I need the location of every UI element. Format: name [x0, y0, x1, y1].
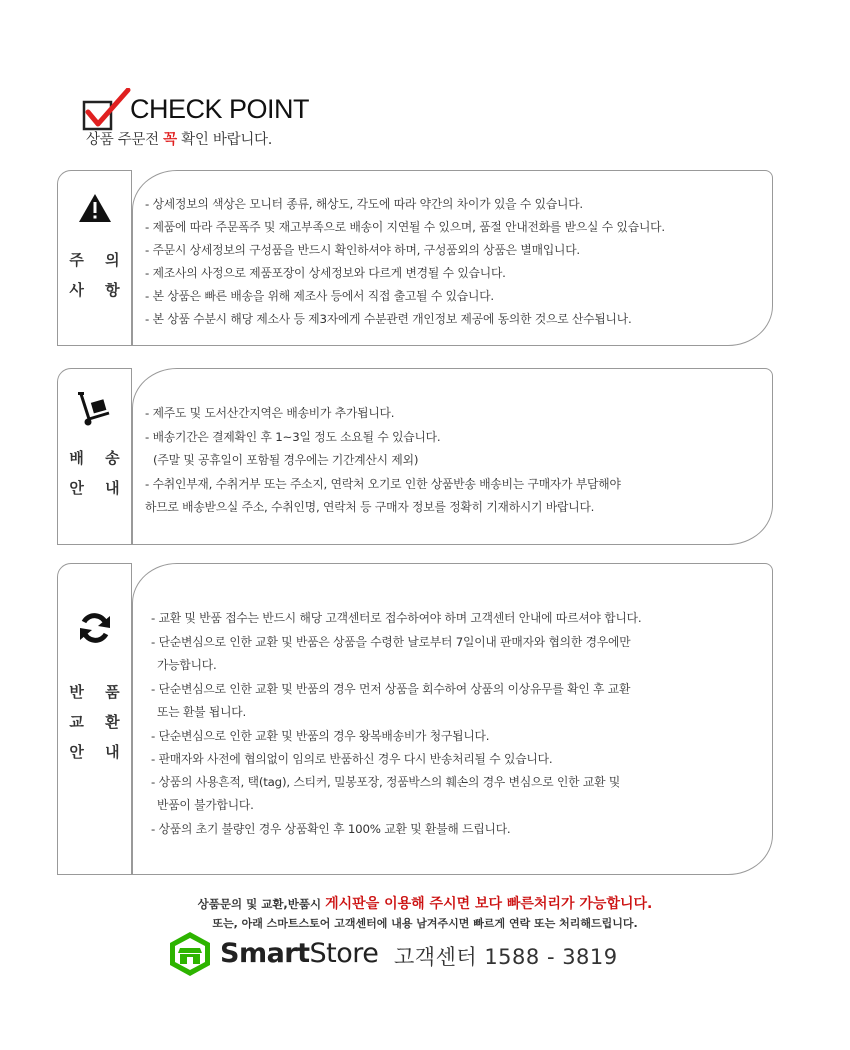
- delivery-content-box: [132, 368, 773, 545]
- delivery-item: - 배송기간은 결제확인 후 1~3일 정도 소요될 수 있습니다.: [145, 430, 441, 444]
- returns-item: - 단순변심으로 인한 교환 및 반품은 상품을 수령한 날로부터 7일이내 판매자와 협의한 경우에만: [151, 635, 631, 649]
- warning-icon: [78, 193, 112, 223]
- returns-label-box: [57, 563, 132, 875]
- caution-item: - 본 상품은 빠른 배송을 위해 제조사 등에서 직접 출고될 수 있습니다.: [145, 289, 494, 303]
- page-subtitle: [86, 128, 272, 149]
- delivery-item: - 제주도 및 도서산간지역은 배송비가 추가됩니다.: [145, 406, 395, 420]
- subtitle-pre: 상품 주문전: [86, 132, 164, 148]
- customer-service-number: 고객센터 1588 - 3819: [394, 945, 618, 969]
- footer-subnotice: 또는, 아래 스마트스토어 고객센터에 내용 남겨주시면 빠르게 연락 또는 처리해드립니다.: [212, 917, 638, 930]
- footer-notice: [0, 893, 850, 913]
- page-title: CHECK POINT: [130, 94, 310, 124]
- smartstore-brand: [220, 938, 378, 969]
- brand-store: Store: [309, 938, 379, 969]
- check-point-header: [80, 72, 480, 152]
- caution-label-line2: 사 항: [69, 281, 128, 299]
- returns-label-line2: 교 환: [69, 713, 128, 731]
- returns-item: - 상품의 사용흔적, 택(tag), 스티커, 밀봉포장, 정품박스의 훼손의 경우 변심으로 인한 교환 및: [151, 775, 621, 789]
- returns-item: - 교환 및 반품 접수는 반드시 해당 고객센터로 접수하여야 하며 고객센터 안내에 따르셔야 합니다.: [151, 611, 642, 625]
- returns-item: 또는 환불 됩니다.: [157, 705, 247, 719]
- checkmark-icon: [82, 88, 132, 133]
- hand-truck-icon: [75, 391, 115, 427]
- returns-label-line3: 안 내: [69, 743, 128, 761]
- returns-item: - 단순변심으로 인한 교환 및 반품의 경우 왕복배송비가 청구됩니다.: [151, 729, 490, 743]
- returns-content-box: [132, 563, 773, 875]
- subtitle-post: 확인 바랍니다.: [176, 132, 273, 148]
- caution-item: - 제품에 따라 주문폭주 및 재고부족으로 배송이 지연될 수 있으며, 품절 안내전화를 받으실 수 있습니다.: [145, 220, 665, 234]
- subtitle-emphasis: 꼭: [163, 132, 177, 148]
- brand-smart: Smart: [220, 938, 310, 969]
- smartstore-contact: [166, 930, 646, 980]
- caution-content-box: [132, 170, 773, 346]
- footer-notice-emphasis: 게시판을 이용해 주시면 보다 빠른처리가 가능합니다.: [325, 896, 653, 912]
- caution-item: - 상세정보의 색상은 모니터 종류, 해상도, 각도에 따라 약간의 차이가 있을 수 있습니다.: [145, 197, 583, 211]
- returns-item: - 상품의 초기 불량인 경우 상품확인 후 100% 교환 및 환불해 드립니다.: [151, 822, 511, 836]
- returns-item: 가능합니다.: [157, 658, 217, 672]
- caution-item: - 제조사의 사정으로 제품포장이 상세정보와 다르게 변경될 수 있습니다.: [145, 266, 506, 280]
- caution-label-box: [57, 170, 132, 346]
- smartstore-logo-icon: [166, 930, 214, 978]
- returns-item: - 판매자와 사전에 협의없이 임의로 반품하신 경우 다시 반송처리될 수 있습니다.: [151, 752, 553, 766]
- caution-item: - 본 상품 수분시 해당 제소사 등 제3자에게 수분관련 개인정보 제공에 동의한 것으로 산수됩니나.: [145, 312, 632, 326]
- returns-label-line1: 반 품: [69, 683, 128, 701]
- caution-item: - 주문시 상세정보의 구성품을 반드시 확인하셔야 하며, 구성품외의 상품은 별매입니다.: [145, 243, 580, 257]
- caution-label-line1: 주 의: [69, 251, 128, 269]
- delivery-item: 하므로 배송받으실 주소, 수취인명, 연락처 등 구매자 정보를 정확히 기재하시기 바랍니다.: [145, 500, 595, 514]
- footer-notice-pre: 상품문의 및 교환,반품시: [197, 897, 326, 911]
- delivery-label-line2: 안 내: [69, 479, 128, 497]
- returns-item: - 단순변심으로 인한 교환 및 반품의 경우 먼저 상품을 회수하여 상품의 이상유무를 확인 후 교환: [151, 682, 631, 696]
- delivery-item: (주말 및 공휴일이 포함될 경우에는 기간계산시 제외): [153, 453, 419, 467]
- delivery-item: - 수취인부재, 수취거부 또는 주소지, 연락처 오기로 인한 상품반송 배송비는 구매자가 부담해야: [145, 477, 621, 491]
- delivery-label-box: [57, 368, 132, 545]
- delivery-label-line1: 배 송: [69, 449, 128, 467]
- refresh-icon: [77, 610, 113, 646]
- returns-item: 반품이 불가합니다.: [157, 798, 254, 812]
